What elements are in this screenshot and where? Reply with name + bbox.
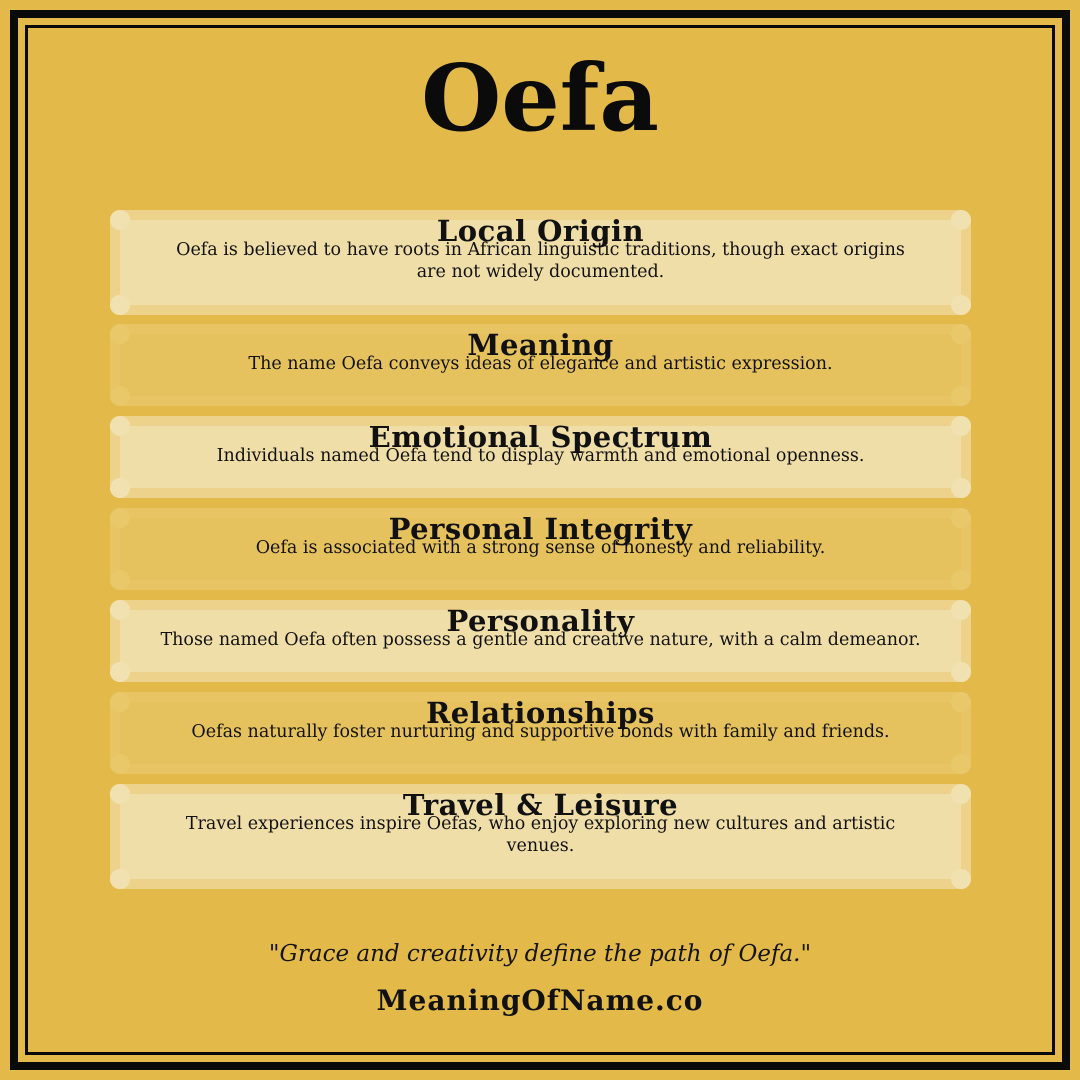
quote-text: "Grace and creativity define the path of Oefa."	[268, 941, 812, 967]
section-card-travel-leisure	[110, 784, 971, 889]
section-heading: Relationships	[426, 696, 655, 730]
corner-dot-decoration	[110, 295, 130, 315]
corner-dot-decoration	[951, 295, 971, 315]
corner-dot-decoration	[110, 386, 130, 406]
corner-dot-decoration	[951, 869, 971, 889]
corner-dot-decoration	[110, 662, 130, 682]
corner-dot-decoration	[110, 478, 130, 498]
corner-dot-decoration	[951, 570, 971, 590]
corner-dot-decoration	[951, 478, 971, 498]
site-name: MeaningOfName.co	[376, 984, 704, 1017]
section-text: Oefa is associated with a strong sense of honesty and reliability.	[255, 538, 826, 558]
corner-dot-decoration	[110, 754, 130, 774]
corner-dot-decoration	[951, 754, 971, 774]
page-title: Oefa	[421, 44, 659, 152]
corner-dot-decoration	[951, 386, 971, 406]
section-card-local-origin	[110, 210, 971, 315]
section-heading: Travel & Leisure	[402, 788, 679, 822]
section-text: The name Oefa conveys ideas of elegance and artistic expression.	[248, 354, 833, 374]
section-heading: Personal Integrity	[388, 512, 693, 546]
corner-dot-decoration	[951, 662, 971, 682]
section-card-meaning	[110, 324, 971, 406]
section-card-personality	[110, 600, 971, 682]
section-card-relationships	[110, 692, 971, 774]
section-heading: Emotional Spectrum	[368, 420, 713, 454]
section-card-emotional-spectrum	[110, 416, 971, 498]
section-heading: Local Origin	[436, 214, 645, 248]
section-text: Travel experiences inspire Oefas, who enjoy exploring new cultures and artistic venues.	[185, 814, 896, 856]
section-text: Those named Oefa often possess a gentle and creative nature, with a calm demeanor.	[160, 630, 921, 650]
section-text: Individuals named Oefa tend to display warmth and emotional openness.	[216, 446, 865, 466]
section-card-personal-integrity	[110, 508, 971, 590]
section-heading: Meaning	[467, 328, 614, 362]
section-text: Oefa is believed to have roots in African linguistic traditions, though exact origins are not widely documented.	[176, 240, 905, 282]
corner-dot-decoration	[110, 570, 130, 590]
section-heading: Personality	[446, 604, 635, 638]
corner-dot-decoration	[110, 869, 130, 889]
section-text: Oefas naturally foster nurturing and supportive bonds with family and friends.	[191, 722, 890, 742]
